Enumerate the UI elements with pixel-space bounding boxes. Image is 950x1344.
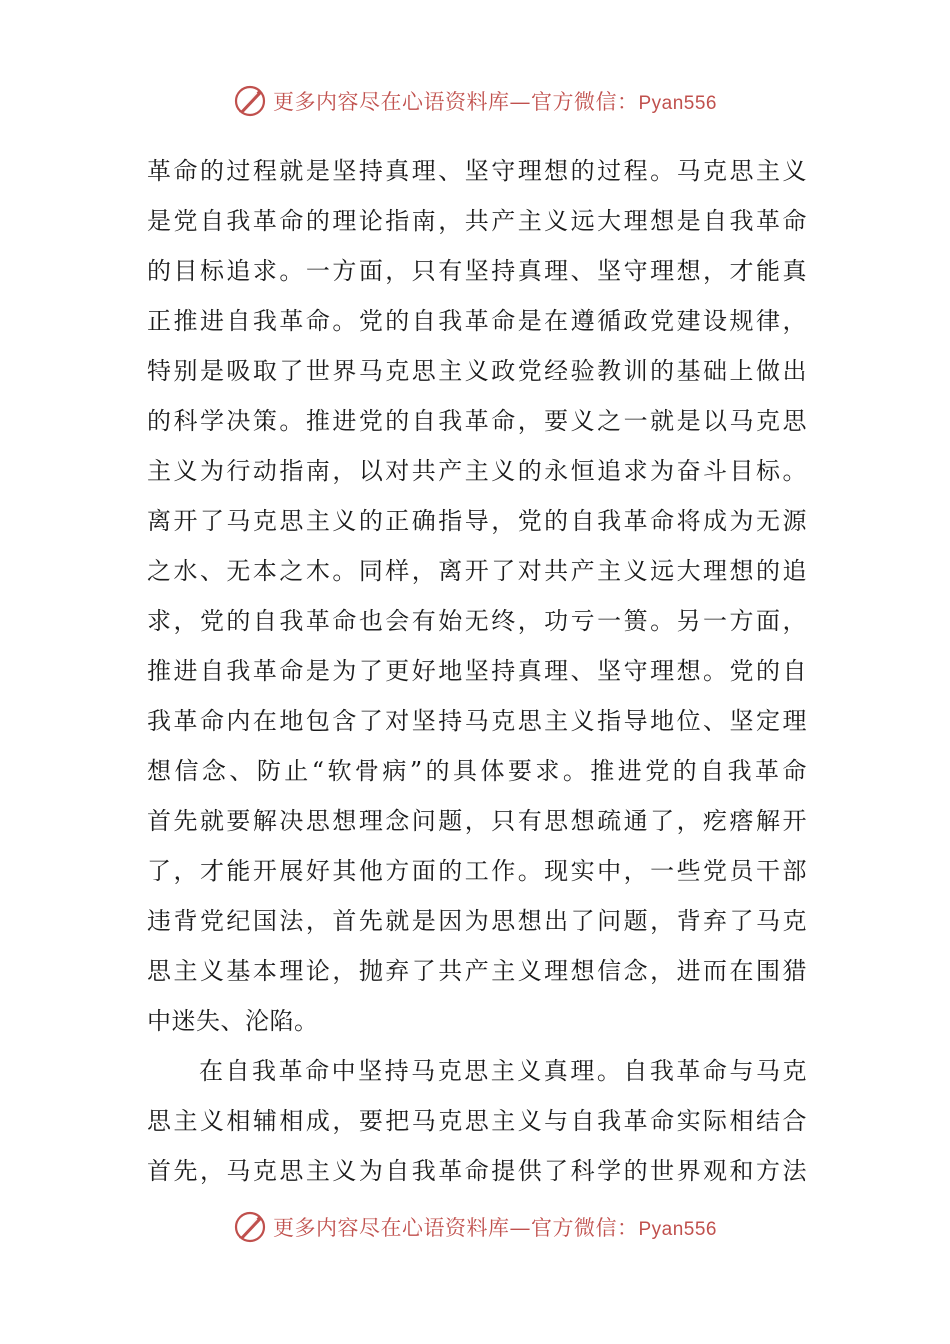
wechat-id: Pyan556	[638, 93, 717, 114]
text-line: 在自我革命中坚持马克思主义真理。自我革命与马克	[199, 1057, 807, 1085]
text-line: 特别是吸取了世界马克思主义政党经验教训的基础上做出	[147, 357, 807, 385]
wechat-id: Pyan556	[638, 1219, 717, 1240]
footer-banner	[0, 1210, 950, 1244]
text-line: 违背党纪国法，首先就是因为思想出了问题，背弃了马克	[147, 907, 807, 935]
text-line: 首先就要解决思想理念问题，只有思想疏通了，疙瘩解开	[147, 807, 807, 835]
text-line: 离开了马克思主义的正确指导，党的自我革命将成为无源	[147, 507, 807, 535]
header-banner	[0, 84, 950, 118]
quill-pen-circle-icon	[233, 84, 267, 118]
text-line: 主义为行动指南，以对共产主义的永恒追求为奋斗目标。	[147, 457, 807, 485]
text-line: 求，党的自我革命也会有始无终，功亏一篑。另一方面，	[147, 607, 807, 635]
text-line: 中迷失、沦陷。	[147, 1007, 319, 1035]
banner-text: 更多内容尽在心语资料库—官方微信：Pyan556	[272, 90, 717, 114]
paragraph	[147, 1046, 807, 1196]
text-line: 革命的过程就是坚持真理、坚守理想的过程。马克思主义	[147, 157, 807, 185]
text-line: 我革命内在地包含了对坚持马克思主义指导地位、坚定理	[147, 707, 807, 735]
text-line: 的科学决策。推进党的自我革命，要义之一就是以马克思	[147, 407, 807, 435]
text-line: 推进自我革命是为了更好地坚持真理、坚守理想。党的自	[147, 657, 807, 685]
article-body	[147, 146, 807, 1196]
paragraph	[147, 146, 807, 1046]
text-line: 了，才能开展好其他方面的工作。现实中，一些党员干部	[147, 857, 807, 885]
text-line: 想信念、防止“软骨病”的具体要求。推进党的自我革命	[147, 757, 807, 785]
text-line: 的目标追求。一方面，只有坚持真理、坚守理想，才能真	[147, 257, 807, 285]
text-line: 思主义基本理论，抛弃了共产主义理想信念，进而在围猎	[147, 957, 807, 985]
text-line: 是党自我革命的理论指南，共产主义远大理想是自我革命	[147, 207, 807, 235]
text-line: 思主义相辅相成，要把马克思主义与自我革命实际相结合	[147, 1107, 807, 1135]
banner-text: 更多内容尽在心语资料库—官方微信：Pyan556	[272, 1216, 717, 1240]
text-line: 正推进自我革命。党的自我革命是在遵循政党建设规律，	[147, 307, 807, 335]
quill-pen-circle-icon	[233, 1210, 267, 1244]
text-line: 首先，马克思主义为自我革命提供了科学的世界观和方法	[147, 1157, 807, 1185]
text-line: 之水、无本之木。同样，离开了对共产主义远大理想的追	[147, 557, 807, 585]
